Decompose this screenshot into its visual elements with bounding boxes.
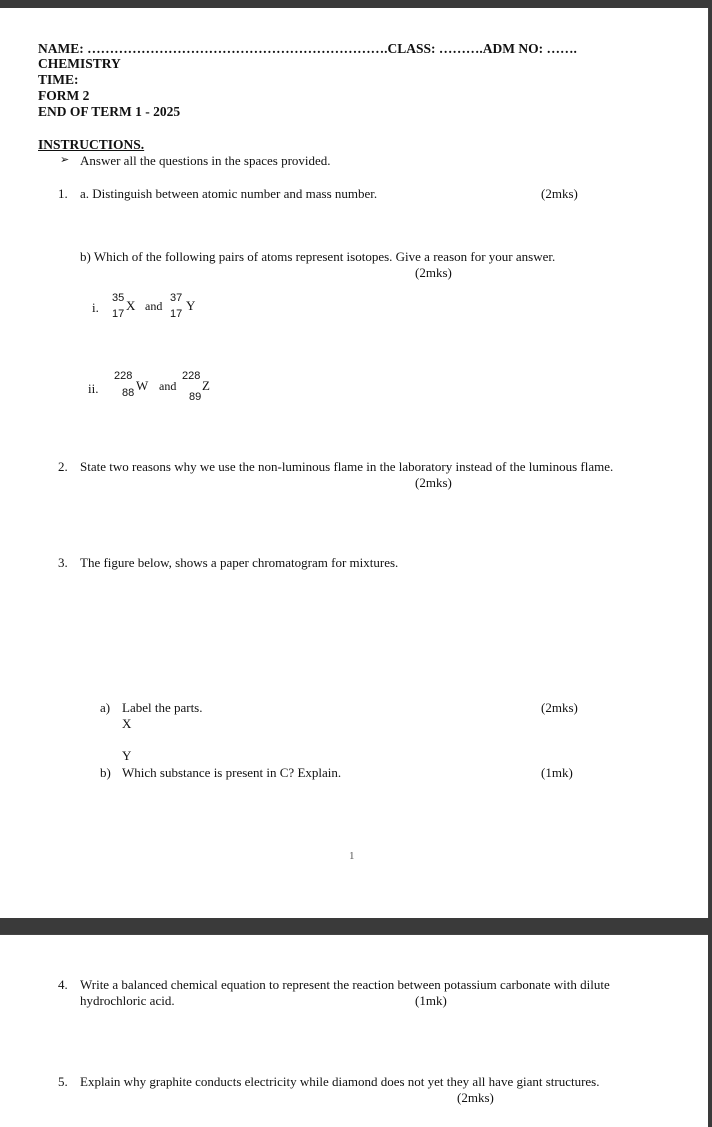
subject-title: CHEMISTRY xyxy=(38,56,121,71)
isotope-pair-ii xyxy=(114,370,224,402)
time-label: TIME: xyxy=(38,72,79,87)
y-symbol: Y xyxy=(186,298,196,313)
w-mass-number: 228 xyxy=(114,370,133,382)
q1a-text: a. Distinguish between atomic number and mass number. xyxy=(80,186,378,201)
q3-text: The figure below, shows a paper chromatogram for mixtures. xyxy=(80,555,399,570)
q5-text: Explain why graphite conducts electricity while diamond does not yet they all have giant structures. xyxy=(80,1074,600,1089)
q2-text: State two reasons why we use the non-luminous flame in the laboratory instead of the luminous flame. xyxy=(80,459,614,474)
q4-text-line1: Write a balanced chemical equation to represent the reaction between potassium carbonate with dilute xyxy=(80,977,610,992)
w-symbol: W xyxy=(136,378,149,393)
q2-number: 2. xyxy=(58,459,68,474)
q4-marks: (1mk) xyxy=(415,993,447,1008)
x-symbol: X xyxy=(126,298,136,313)
part-y-label: Y xyxy=(122,748,132,763)
and-word: and xyxy=(145,299,163,313)
name-class-adm-line: NAME: ………………………………………………………….CLASS: ……….ADM NO: ……. xyxy=(38,41,577,56)
instruction-item: Answer all the questions in the spaces provided. xyxy=(80,153,331,168)
q1b-marks: (2mks) xyxy=(415,265,452,280)
exam-title: END OF TERM 1 - 2025 xyxy=(38,104,181,119)
z-symbol: Z xyxy=(202,378,210,393)
q2-marks: (2mks) xyxy=(415,475,452,490)
x-atomic-number: 17 xyxy=(112,308,125,320)
q1b-text: b) Which of the following pairs of atoms represent isotopes. Give a reason for your answer. xyxy=(80,249,556,264)
q4-text-line2: hydrochloric acid. xyxy=(80,993,175,1008)
q3b-text: Which substance is present in C? Explain. xyxy=(122,765,342,780)
q5-number: 5. xyxy=(58,1074,68,1089)
q4-number: 4. xyxy=(58,977,68,992)
form-label: FORM 2 xyxy=(38,88,90,103)
q1b-ii-label: ii. xyxy=(88,381,99,396)
z-mass-number: 228 xyxy=(182,370,201,382)
q3a-text: Label the parts. xyxy=(122,700,203,715)
q3a-label: a) xyxy=(100,700,111,715)
y-mass-number: 37 xyxy=(170,292,183,304)
z-atomic-number: 89 xyxy=(189,391,202,403)
exam-page-2 xyxy=(0,934,708,1127)
exam-page-1 xyxy=(0,8,709,918)
part-x-label: X xyxy=(122,716,132,731)
y-atomic-number: 17 xyxy=(170,308,183,320)
q5-marks: (2mks) xyxy=(457,1090,494,1105)
q3a-marks: (2mks) xyxy=(541,700,578,715)
q1-number: 1. xyxy=(58,186,68,201)
w-atomic-number: 88 xyxy=(122,387,135,399)
q3b-marks: (1mk) xyxy=(541,765,573,780)
q1a-marks: (2mks) xyxy=(541,186,578,201)
isotope-pair-i xyxy=(112,292,202,322)
arrow-bullet-icon: ➢ xyxy=(60,154,70,166)
q3-number: 3. xyxy=(58,555,68,570)
and-word: and xyxy=(159,379,177,393)
x-mass-number: 35 xyxy=(112,292,125,304)
instructions-title: INSTRUCTIONS. xyxy=(38,137,145,152)
q3b-label: b) xyxy=(100,765,111,780)
page-number: 1 xyxy=(349,850,355,862)
q1b-i-label: i. xyxy=(92,300,99,315)
